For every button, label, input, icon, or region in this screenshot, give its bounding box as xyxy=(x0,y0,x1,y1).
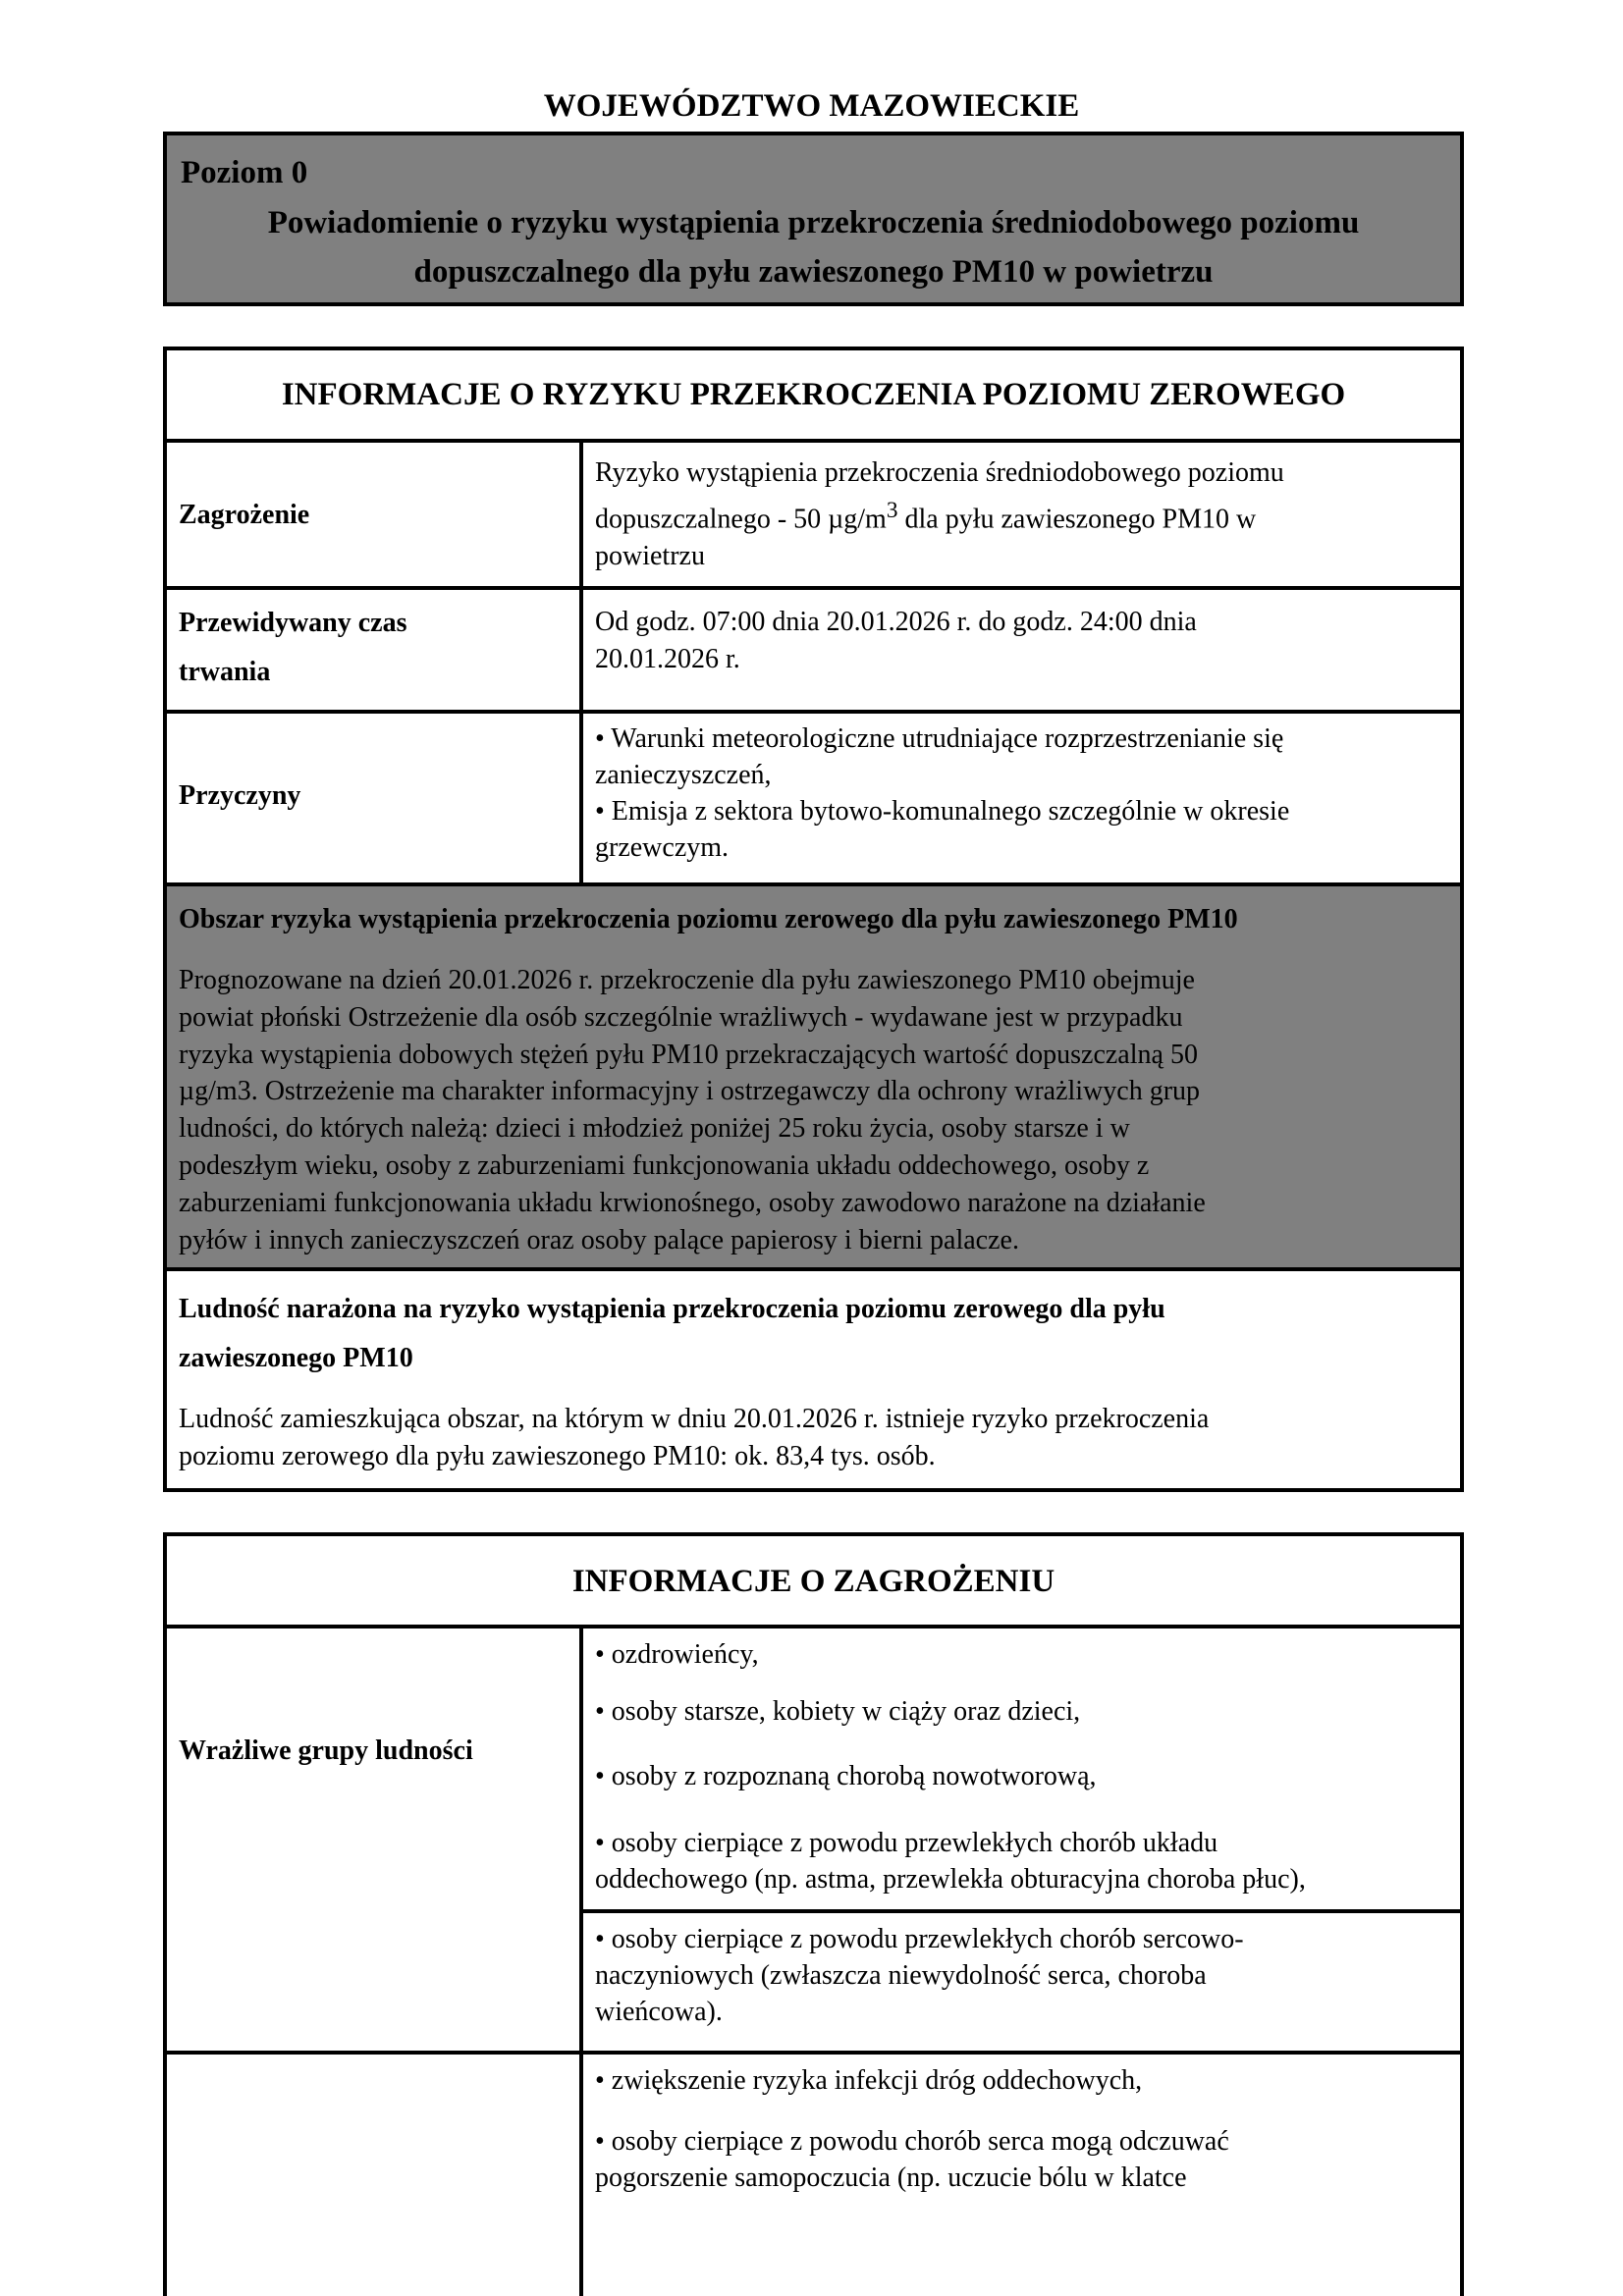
area-text-line: podeszłym wieku, osoby z zaburzeniami funkcjonowania układu oddechowego, osoby z xyxy=(179,1149,1150,1181)
area-text-line: powiat płoński Ostrzeżenie dla osób szczególnie wrażliwych - wydawane jest w przypadku xyxy=(179,1001,1183,1033)
unit-superscript: 3 xyxy=(886,498,898,523)
threat-value-line: Ryzyko wystąpienia przekroczenia średniodobowego poziomu xyxy=(595,457,1284,488)
area-text-line: pyłów i innych zanieczyszczeń oraz osoby palące papierosy i bierni palacze. xyxy=(179,1224,1019,1255)
area-text-line: zaburzeniami funkcjonowania układu krwionośnego, osoby zawodowo narażone na działanie xyxy=(179,1187,1206,1218)
threat-value-line: powietrzu xyxy=(595,541,705,572)
sensitive-group-line: • osoby cierpiące z powodu przewlekłych chorób sercowo- xyxy=(595,1924,1244,1954)
causes-line: • Warunki meteorologiczne utrudniające rozprzestrzenianie się xyxy=(595,723,1284,754)
sensitive-group-item xyxy=(595,1825,1444,1897)
row-divider xyxy=(163,439,1464,443)
sensitive-group-item: • osoby z rozpoznaną chorobą nowotworową, xyxy=(595,1761,1097,1791)
cell-divider xyxy=(581,1909,1464,1913)
sensitive-group-item xyxy=(595,1921,1444,2030)
threat-label: Zagrożenie xyxy=(179,500,310,530)
area-text-line: µg/m3. Ostrzeżenie ma charakter informacyjny i ostrzegawczy dla ochrony wrażliwych grup xyxy=(179,1076,1201,1107)
health-effect-line: • osoby cierpiące z powodu chorób serca mogą odczuwać xyxy=(595,2126,1229,2157)
population-section-heading xyxy=(179,1285,1444,1383)
population-text-line: poziomu zerowego dla pyłu zawieszonego PM10: ok. 83,4 tys. osób. xyxy=(179,1441,936,1471)
causes-line: zanieczyszczeń, xyxy=(595,760,772,790)
sensitive-group-item: • ozdrowieńcy, xyxy=(595,1639,759,1670)
sensitive-group-item: • osoby starsze, kobiety w ciąży oraz dzieci, xyxy=(595,1696,1081,1727)
threat-value xyxy=(595,454,1434,575)
sensitive-group-line: naczyniowych (zwłaszcza niewydolność serca, choroba xyxy=(595,1960,1207,1991)
causes-value xyxy=(595,721,1434,866)
duration-label-line: trwania xyxy=(179,657,271,687)
risk-table-heading: INFORMACJE O RYZYKU PRZEKROCZENIA POZIOMU ZEROWEGO xyxy=(281,377,1346,412)
level-description-line: Powiadomienie o ryzyku wystąpienia przekroczenia średniodobowego poziomu xyxy=(267,205,1360,240)
sensitive-group-line: oddechowego (np. astma, przewlekła obturacyjna choroba płuc), xyxy=(595,1864,1306,1895)
causes-line: • Emisja z sektora bytowo-komunalnego szczególnie w okresie xyxy=(595,796,1290,827)
level-box xyxy=(163,132,1464,306)
threat-value-line xyxy=(595,492,1434,538)
row-divider xyxy=(163,1625,1464,1629)
population-section-text xyxy=(179,1401,1444,1475)
threat-value-text: dla pyłu zawieszonego PM10 w xyxy=(897,504,1257,535)
sensitive-groups-label: Wrażliwe grupy ludności xyxy=(179,1735,473,1766)
sensitive-group-line: wieńcowa). xyxy=(595,1997,723,2027)
duration-value-line: 20.01.2026 r. xyxy=(595,644,740,674)
row-divider xyxy=(163,882,1464,886)
row-divider xyxy=(163,2051,1464,2055)
row-divider xyxy=(163,586,1464,590)
level-description-line: dopuszczalnego dla pyłu zawieszonego PM10 w powietrzu xyxy=(413,254,1214,290)
risk-info-table xyxy=(163,347,1464,1492)
area-section-text xyxy=(179,962,1444,1258)
population-heading-line: zawieszonego PM10 xyxy=(179,1343,413,1373)
population-heading-line: Ludność narażona na ryzyko wystąpienia przekroczenia poziomu zerowego dla pyłu xyxy=(179,1294,1165,1324)
area-text-line: ludności, do których należą: dzieci i młodzież poniżej 25 roku życia, osoby starsze i w xyxy=(179,1113,1130,1145)
page-title: WOJEWÓDZTWO MAZOWIECKIE xyxy=(543,88,1080,124)
sensitive-group-line: • osoby cierpiące z powodu przewlekłych chorób układu xyxy=(595,1828,1218,1858)
duration-value-line: Od godz. 07:00 dnia 20.01.2026 r. do godz. 24:00 dnia xyxy=(595,607,1197,637)
level-description xyxy=(167,198,1460,296)
population-text-line: Ludność zamieszkująca obszar, na którym w dniu 20.01.2026 r. istnieje ryzyko przekroczenia xyxy=(179,1404,1210,1434)
area-section-heading: Obszar ryzyka wystąpienia przekroczenia poziomu zerowego dla pyłu zawieszonego PM10 xyxy=(179,904,1238,934)
level-label: Poziom 0 xyxy=(181,155,308,190)
area-text-line: ryzyka wystąpienia dobowych stężeń pyłu PM10 przekraczających wartość dopuszczalną 50 xyxy=(179,1039,1198,1070)
threat-info-table xyxy=(163,1532,1464,2296)
row-divider xyxy=(163,710,1464,714)
area-text-line: Prognozowane na dzień 20.01.2026 r. przekroczenie dla pyłu zawieszonego PM10 obejmuje xyxy=(179,965,1195,995)
causes-line: grzewczym. xyxy=(595,832,730,863)
row-divider xyxy=(163,1267,1464,1271)
duration-label-line: Przewidywany czas xyxy=(179,608,407,638)
duration-value xyxy=(595,604,1434,678)
threat-table-heading: INFORMACJE O ZAGROŻENIU xyxy=(571,1564,1055,1599)
health-effect-item xyxy=(595,2123,1444,2196)
duration-label xyxy=(179,599,562,697)
column-divider xyxy=(579,439,583,884)
causes-label: Przyczyny xyxy=(179,780,301,811)
threat-value-text: dopuszczalnego - 50 µg/m xyxy=(595,504,887,535)
health-effect-line: pogorszenie samopoczucia (np. uczucie bólu w klatce xyxy=(595,2163,1187,2193)
health-effect-item: • zwiększenie ryzyka infekcji dróg oddechowych, xyxy=(595,2065,1143,2096)
column-divider xyxy=(579,1625,583,2296)
